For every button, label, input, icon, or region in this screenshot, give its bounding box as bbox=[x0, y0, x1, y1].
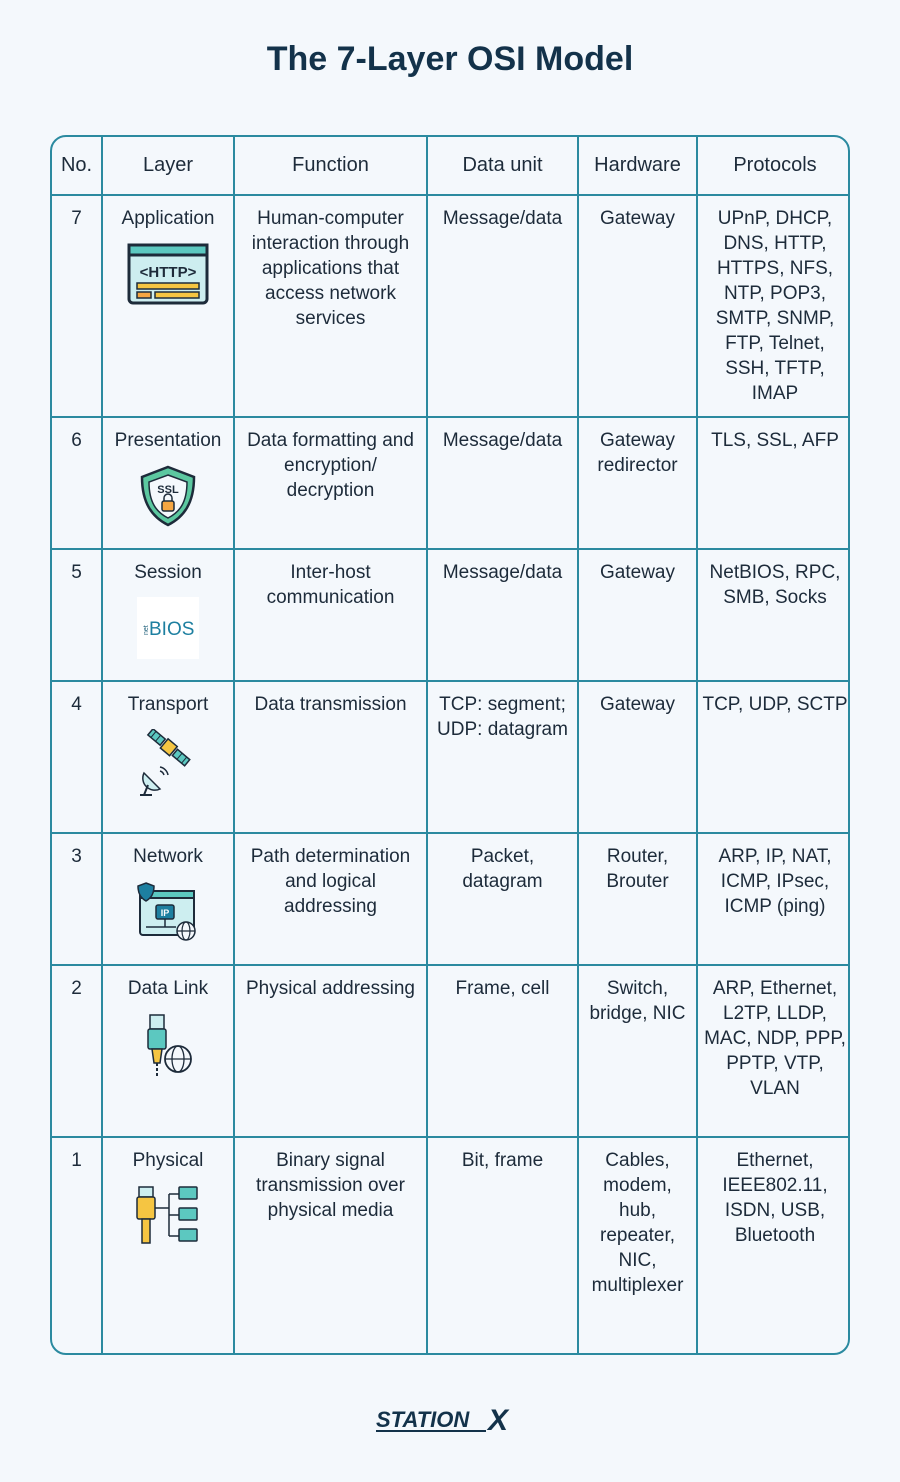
protocols-cell: TLS, SSL, AFP bbox=[697, 417, 850, 549]
data-unit-cell: Message/data bbox=[427, 417, 578, 549]
layer-name: Session bbox=[134, 562, 202, 583]
layer-name: Data Link bbox=[127, 978, 209, 999]
function-cell: Inter-host communication bbox=[234, 549, 427, 681]
layer-number: 2 bbox=[52, 965, 102, 1137]
data-unit-cell: Message/data bbox=[427, 195, 578, 417]
function-cell: Binary signal transmission over physical media bbox=[234, 1137, 427, 1353]
ssl-shield-icon bbox=[138, 465, 198, 527]
table-header-row bbox=[52, 137, 850, 195]
layer-cell bbox=[102, 1137, 234, 1353]
layer-number: 1 bbox=[52, 1137, 102, 1353]
cable-network-icon bbox=[135, 1185, 201, 1247]
table-row bbox=[52, 549, 850, 681]
netbios-logo-icon bbox=[137, 597, 199, 659]
table-row bbox=[52, 1137, 850, 1353]
hardware-cell: Switch, bridge, NIC bbox=[578, 965, 697, 1137]
page-title: The 7-Layer OSI Model bbox=[266, 40, 634, 78]
layer-name: Presentation bbox=[114, 430, 222, 451]
data-unit-cell: Bit, frame bbox=[427, 1137, 578, 1353]
table-row bbox=[52, 681, 850, 833]
layer-number: 4 bbox=[52, 681, 102, 833]
protocols-cell: UPnP, DHCP, DNS, HTTP, HTTPS, NFS, NTP, POP3, SMTP, SNMP, FTP, Telnet, SSH, TFTP, IMAP bbox=[697, 195, 850, 417]
data-unit-cell: TCP: segment; UDP: datagram bbox=[427, 681, 578, 833]
layer-number: 6 bbox=[52, 417, 102, 549]
protocols-cell: NetBIOS, RPC, SMB, Socks bbox=[697, 549, 850, 681]
header-hardware: Hardware bbox=[578, 137, 697, 195]
svg-text:net: net bbox=[143, 625, 150, 635]
function-cell: Data transmission bbox=[234, 681, 427, 833]
table-row bbox=[52, 195, 850, 417]
header-layer: Layer bbox=[102, 137, 234, 195]
header-no: No. bbox=[52, 137, 102, 195]
hardware-cell: Gateway bbox=[578, 195, 697, 417]
svg-text:X: X bbox=[488, 1404, 509, 1436]
layer-name: Network bbox=[133, 846, 203, 867]
svg-text:SSL: SSL bbox=[157, 484, 179, 496]
stationx-logo bbox=[376, 1400, 524, 1436]
ip-network-icon bbox=[136, 881, 200, 943]
data-unit-cell: Packet, datagram bbox=[427, 833, 578, 965]
data-unit-cell: Frame, cell bbox=[427, 965, 578, 1137]
osi-table bbox=[50, 135, 850, 1355]
layer-cell bbox=[102, 549, 234, 681]
protocols-cell: ARP, IP, NAT, ICMP, IPsec, ICMP (ping) bbox=[697, 833, 850, 965]
table-row bbox=[52, 965, 850, 1137]
layer-cell bbox=[102, 681, 234, 833]
layer-name: Physical bbox=[132, 1150, 204, 1171]
table-row bbox=[52, 417, 850, 549]
hardware-cell: Gateway bbox=[578, 549, 697, 681]
layer-cell bbox=[102, 417, 234, 549]
protocols-cell: TCP, UDP, SCTP bbox=[697, 681, 850, 833]
layer-cell bbox=[102, 833, 234, 965]
layer-number: 7 bbox=[52, 195, 102, 417]
function-cell: Human-computer interaction through applications that access network services bbox=[234, 195, 427, 417]
function-cell: Physical addressing bbox=[234, 965, 427, 1137]
protocols-cell: Ethernet, IEEE802.11, ISDN, USB, Bluetooth bbox=[697, 1137, 850, 1353]
function-cell: Data formatting and encryption/ decryption bbox=[234, 417, 427, 549]
hardware-cell: Gateway bbox=[578, 681, 697, 833]
hardware-cell: Router, Brouter bbox=[578, 833, 697, 965]
satellite-dish-icon bbox=[136, 729, 200, 799]
layer-number: 5 bbox=[52, 549, 102, 681]
header-function: Function bbox=[234, 137, 427, 195]
protocols-cell: ARP, Ethernet, L2TP, LLDP, MAC, NDP, PPP, PPTP, VTP, VLAN bbox=[697, 965, 850, 1137]
svg-text:BIOS: BIOS bbox=[149, 619, 195, 640]
hardware-cell: Gateway redirector bbox=[578, 417, 697, 549]
layer-cell bbox=[102, 195, 234, 417]
data-unit-cell: Message/data bbox=[427, 549, 578, 681]
ethernet-globe-icon bbox=[138, 1013, 198, 1079]
table-row bbox=[52, 833, 850, 965]
hardware-cell: Cables, modem, hub, repeater, NIC, multiplexer bbox=[578, 1137, 697, 1353]
layer-cell bbox=[102, 965, 234, 1137]
header-protocols: Protocols bbox=[697, 137, 850, 195]
svg-text:<HTTP>: <HTTP> bbox=[139, 264, 197, 281]
function-cell: Path determination and logical addressing bbox=[234, 833, 427, 965]
layer-name: Transport bbox=[127, 694, 209, 715]
layer-number: 3 bbox=[52, 833, 102, 965]
svg-text:IP: IP bbox=[160, 908, 170, 918]
layer-name: Application bbox=[121, 208, 215, 229]
http-window-icon bbox=[127, 243, 209, 307]
svg-text:STATION: STATION bbox=[376, 1407, 470, 1432]
header-data-unit: Data unit bbox=[427, 137, 578, 195]
